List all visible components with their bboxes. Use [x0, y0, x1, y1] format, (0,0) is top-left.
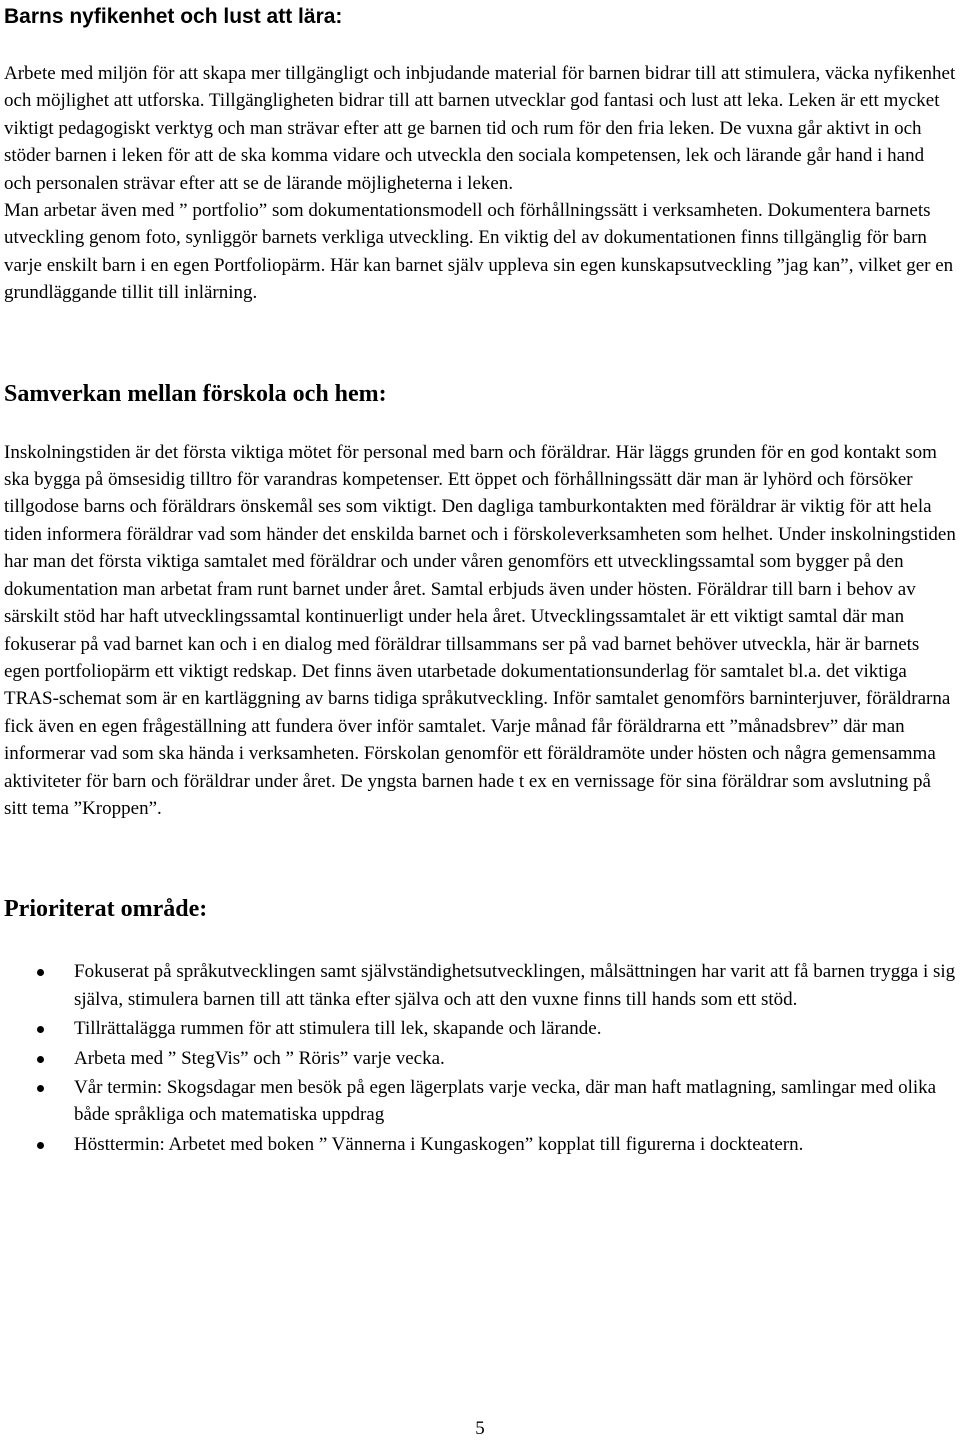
heading-barns-nyfikenhet: Barns nyfikenhet och lust att lära: [4, 5, 343, 28]
heading-samverkan: Samverkan mellan förskola och hem: [4, 380, 387, 407]
document-page [4, 0, 956, 1160]
list-item [4, 958, 956, 1013]
bullet-list-prioriterat [4, 958, 956, 1158]
list-item-text: Vår termin: Skogsdagar men besök på egen lägerplats varje vecka, där man haft matlagning, samlingar med olika både språkliga och matematiska uppdrag [74, 1076, 937, 1126]
list-item-text: Arbeta med ” StegVis” och ” Röris” varje vecka. [74, 1047, 445, 1069]
bullet-icon [37, 1085, 44, 1092]
page-number: 5 [475, 1418, 485, 1439]
bullet-icon [37, 1142, 44, 1149]
paragraph-samverkan: Inskolningstiden är det första viktiga mötet för personal med barn och föräldrar. Här läggs grunden för en god kontakt som ska bygga på ömsesidig tilltro för varandras kompetenser. Ett öppet och förhållningssätt där man är lyhörd och försöker tillgodose barns och föräldrars önskemål ses som viktigt. Den dagliga tamburkontakten med föräldrar är viktig för att hela tiden informera föräldrar vad som händer det enskilda barnet och i förskoleverksamheten som helhet. Under inskolningstiden har man det första viktiga samtalet med föräldrar och under våren genomförs ett utvecklingssamtal som bygger på den dokumentation man arbetat fram runt barnet under året. Samtal erbjuds även under hösten. Föräldrar till barn i behov av särskilt stöd har haft utvecklingssamtal kontinuerligt under hela året. Utvecklingssamtalet är ett viktigt samtal där man fokuserar på vad barnet kan och i en dialog med föräldrar tillsammans ser på vad barnet behöver utveckla, här är barnets egen portfoliopärm ett viktigt redskap. Det finns även utarbetade dokumentationsunderlag för samtalet bl.a. det viktiga TRAS-schemat som är en kartläggning av barns tidiga språkutveckling. Inför samtalet genomförs barninterjuver, föräldrarna fick även en egen frågeställning att fundera över inför samtalet. Varje månad får föräldrarna ett ”månadsbrev” där man informerar vad som ska hända i verksamheten. Förskolan genomför ett föräldramöte under hösten och några gemensamma aktiviteter för barn och föräldrar under året. De yngsta barnen hade t ex en vernissage för sina föräldrar som avslutning på sitt tema ”Kroppen”. [4, 441, 956, 819]
bullet-icon [37, 969, 44, 976]
list-item-text: Fokuserat på språkutvecklingen samt självständighetsutvecklingen, målsättningen har varit att få barnen trygga i sig själva, stimulera barnen till att tänka efter själva och att den vuxne finns till hands som ett stöd. [74, 961, 956, 1010]
paragraph-portfolio: Man arbetar även med ” portfolio” som dokumentationsmodell och förhållningssätt i verksamheten. Dokumentera barnets utveckling genom foto, synliggör barnets verkliga utveckling. En viktig del av dokumentationen finns tillgänglig för barn varje enskilt barn i en egen Portfoliopärm. Här kan barnet själv uppleva sin egen kunskapsutveckling ”jag kan”, vilket ger en grundläggande tillit till inlärning. [4, 200, 954, 304]
paragraph-nyfikenhet-lek: Arbete med miljön för att skapa mer tillgängligt och inbjudande material för barnen bidrar till att stimulera, väcka nyfikenhet och möjlighet att utforska. Tillgängligheten bidrar till att barnen utvecklar god fantasi och lust att leka. Leken är ett mycket viktigt pedagogiskt verktyg och man strävar efter att ge barnen tid och rum för den fria leken. De vuxna går aktivt in och stöder barnen i leken för att de ska komma vidare och utveckla den sociala kompetensen, lek och lärande går hand i hand och personalen strävar efter att se de lärande möjligheterna i leken. [4, 63, 956, 194]
heading-prioriterat-omrade: Prioriterat område: [4, 896, 208, 923]
list-item [4, 1045, 956, 1072]
list-item-text: Tillrättalägga rummen för att stimulera till lek, skapande och lärande. [74, 1018, 602, 1040]
list-item [4, 1015, 956, 1042]
list-item-text: Hösttermin: Arbetet med boken ” Vännerna i Kungaskogen” kopplat till figurerna i dockteatern. [74, 1133, 804, 1155]
bullet-icon [37, 1026, 44, 1033]
list-item [4, 1074, 956, 1129]
list-item [4, 1131, 956, 1158]
bullet-icon [37, 1056, 44, 1063]
